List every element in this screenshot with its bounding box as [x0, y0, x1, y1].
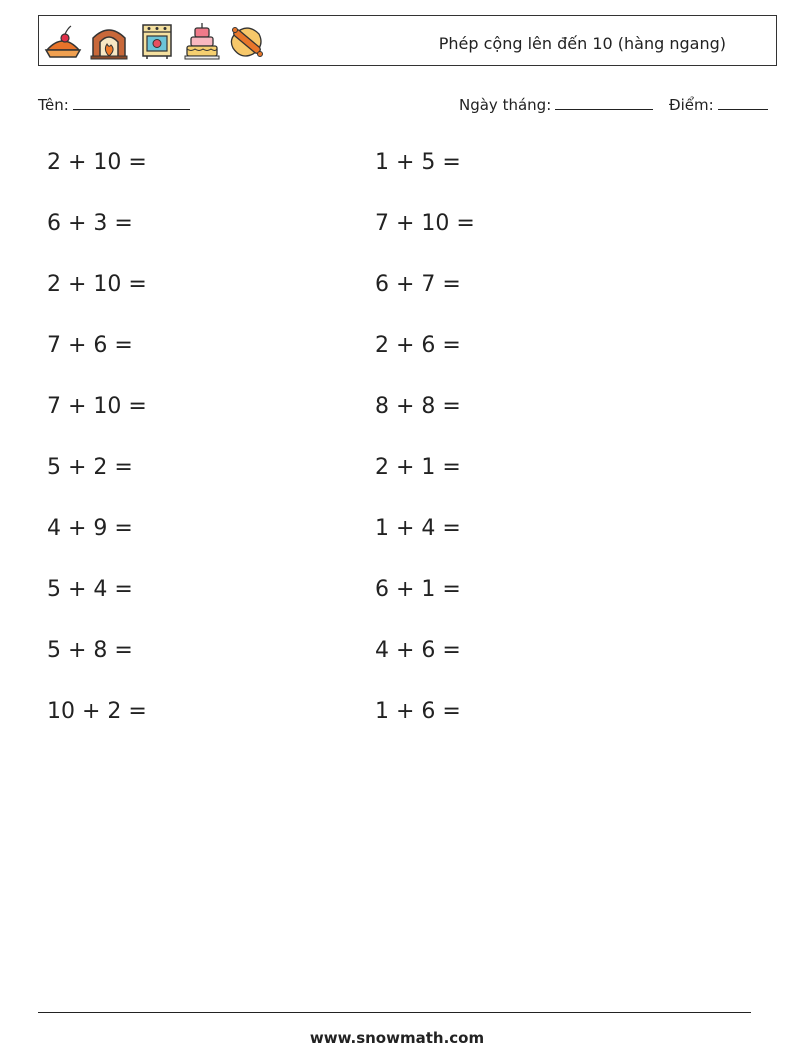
worksheet-title: Phép cộng lên đến 10 (hàng ngang): [438, 34, 726, 53]
problem-right-6: 2 + 1 =: [375, 455, 461, 480]
problem-right-9: 4 + 6 =: [375, 638, 461, 663]
student-info-fields: [38, 95, 770, 119]
problem-right-3: 6 + 7 =: [375, 272, 461, 297]
pie-icon: [43, 20, 83, 62]
footer-url: www.snowmath.com: [309, 1029, 485, 1047]
problem-right-10: 1 + 6 =: [375, 699, 461, 724]
score-label: Điểm:: [669, 96, 714, 114]
problem-right-8: 6 + 1 =: [375, 577, 461, 602]
problem-right-7: 1 + 4 =: [375, 516, 461, 541]
date-blank-line[interactable]: [555, 95, 653, 110]
score-blank-line[interactable]: [718, 95, 768, 110]
problem-left-9: 5 + 8 =: [47, 638, 133, 663]
oven-icon: [137, 20, 177, 62]
problem-left-3: 2 + 10 =: [47, 272, 147, 297]
problem-right-5: 8 + 8 =: [375, 394, 461, 419]
score-field[interactable]: [669, 95, 768, 114]
fireplace-icon: [89, 20, 129, 62]
problem-left-2: 6 + 3 =: [47, 211, 133, 236]
problem-right-1: 1 + 5 =: [375, 150, 461, 175]
name-field[interactable]: [38, 95, 190, 114]
problem-left-6: 5 + 2 =: [47, 455, 133, 480]
date-label: Ngày tháng:: [459, 96, 552, 114]
problem-left-5: 7 + 10 =: [47, 394, 147, 419]
problem-left-10: 10 + 2 =: [47, 699, 147, 724]
date-field[interactable]: [459, 95, 653, 114]
problem-right-2: 7 + 10 =: [375, 211, 475, 236]
footer-divider: [38, 1012, 751, 1013]
rolling-pin-icon: [227, 20, 267, 62]
worksheet-header: [38, 15, 777, 66]
cake-icon: [182, 20, 222, 62]
problem-left-4: 7 + 6 =: [47, 333, 133, 358]
problem-right-4: 2 + 6 =: [375, 333, 461, 358]
problem-left-1: 2 + 10 =: [47, 150, 147, 175]
problem-left-8: 5 + 4 =: [47, 577, 133, 602]
name-label: Tên:: [38, 96, 69, 114]
name-blank-line[interactable]: [73, 95, 190, 110]
problem-left-7: 4 + 9 =: [47, 516, 133, 541]
